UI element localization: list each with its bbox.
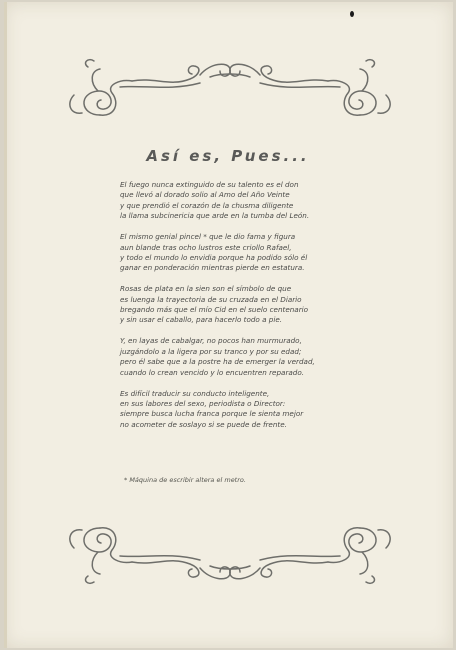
poem-line: bregando más que el mío Cid en el suelo centenario — [120, 305, 309, 315]
poem-line: y todo el mundo lo envidia porque ha podido sólo él — [120, 252, 308, 262]
poem-line: que llevó al dorado solio al Amo del Año Veinte — [120, 190, 290, 200]
poem-line: es luenga la trayectoria de su cruzada en el Diario — [120, 294, 302, 304]
poem-line: siempre busca lucha franca porque le sienta mejor — [120, 409, 304, 419]
stanza — [120, 180, 440, 222]
poem-line: El mismo genial pincel * que le dio fama y figura — [120, 232, 296, 242]
poem-line: en sus labores del sexo, periodista o Director: — [120, 398, 286, 408]
poem-line: y que prendió el corazón de la chusma diligente — [120, 200, 294, 210]
poem-line: y sin usar el caballo, para hacerlo todo a pie. — [120, 315, 283, 325]
footnote: * Máquina de escribir altera el metro. — [124, 476, 246, 484]
ink-spot — [350, 11, 354, 17]
poem-line: El fuego nunca extinguido de su talento es el don — [120, 180, 299, 189]
stanza — [120, 336, 440, 378]
stanza — [120, 284, 440, 326]
stanza — [120, 232, 440, 274]
poem-line: la llama subcinericia que arde en la tumba del León. — [120, 211, 310, 221]
stanza — [120, 389, 440, 431]
poem-line: no acometer de soslayo si se puede de frente. — [120, 419, 287, 429]
poem-line: pero él sabe que a la postre ha de emerger la verdad, — [120, 357, 315, 367]
bottom-ornament — [60, 510, 400, 588]
poem-body — [120, 180, 440, 441]
poem-title: Así es, Pues... — [146, 147, 310, 165]
poem-line: aun blande tras ocho lustros este criollo Rafael, — [120, 242, 292, 252]
poem-line: juzgándolo a la ligera por su tranco y por su edad; — [120, 346, 302, 356]
poem-line: Y, en layas de cabalgar, no pocos han murmurado, — [120, 336, 302, 346]
page-edge — [4, 2, 7, 648]
poem-line: Rosas de plata en la sien son el símbolo de que — [120, 284, 292, 294]
poem-line: Es difícil traducir su conducto inteligente, — [120, 388, 270, 398]
top-ornament — [60, 55, 400, 133]
poem-line: ganar en ponderación mientras pierde en estatura. — [120, 263, 305, 273]
poem-line: cuando lo crean vencido y lo encuentren reparado. — [120, 367, 305, 377]
